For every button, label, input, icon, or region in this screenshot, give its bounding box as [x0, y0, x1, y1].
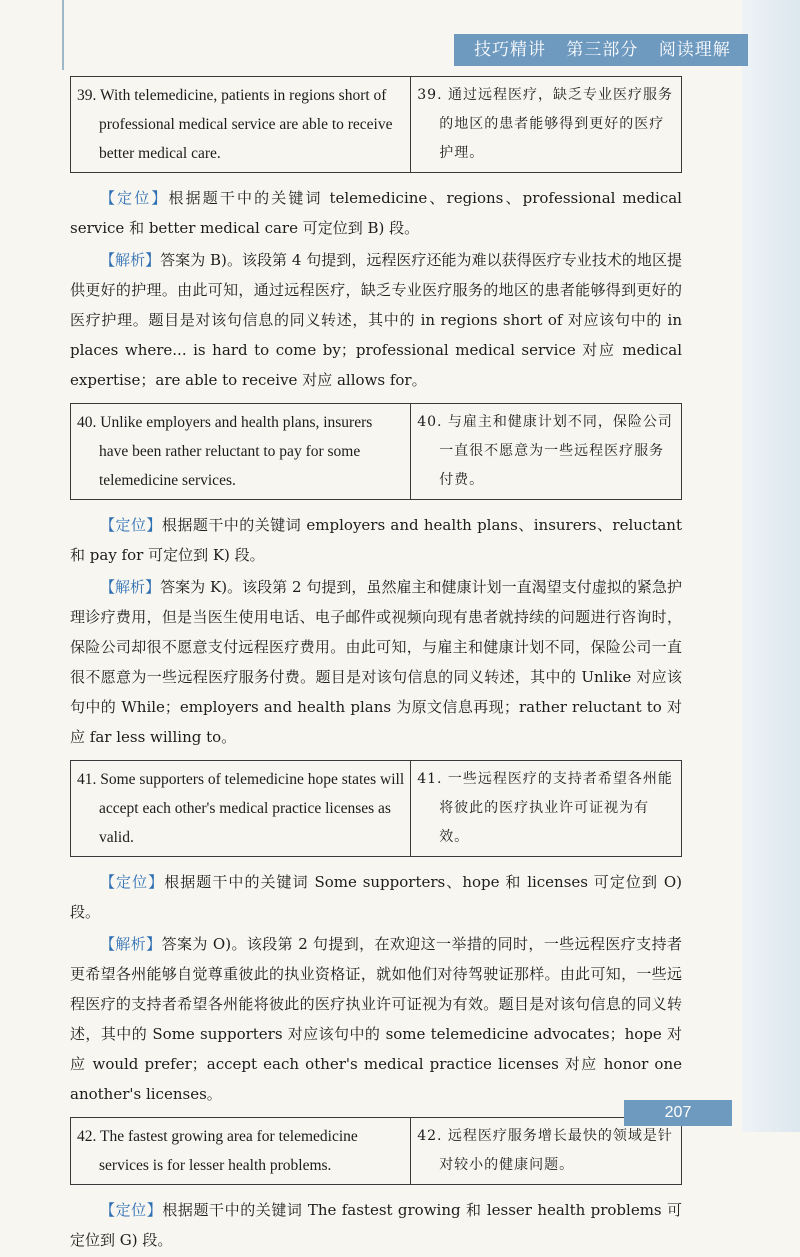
question-table-40 [70, 403, 682, 500]
locate-text-40: 根据题干中的关键词 employers and health plans、insurers、reluctant 和 pay for 可定位到 K) 段。 [70, 516, 682, 564]
analysis-40 [70, 572, 682, 752]
header-part3: 阅读理解 [658, 40, 731, 60]
question-en-40: 40. Unlike employers and health plans, insurers have been rather reluctant to pay for some telemedicine services. [71, 404, 411, 500]
page-number: 207 [624, 1100, 732, 1126]
locate-text-42: 根据题干中的关键词 The fastest growing 和 lesser health problems 可定位到 G) 段。 [70, 1201, 682, 1249]
question-zh-40: 40. 与雇主和健康计划不同，保险公司一直很不愿意为一些远程医疗服务付费。 [411, 404, 682, 500]
locate-39 [70, 183, 682, 243]
running-header [454, 34, 748, 66]
analysis-text-40: 答案为 K)。该段第 2 句提到，虽然雇主和健康计划一直渴望支付虚拟的紧急护理诊疗费用，但是当医生使用电话、电子邮件或视频向现有患者就持续的问题进行咨询时，保险公司却很不愿意支付远程医疗费用。由此可知，与雇主和健康计划不同，保险公司一直很不愿意为一些远程医疗服务付费。题目是对该句信息的同义转述，其中的 Unlike 对应该句中的 While；employers and health plans 为原文信息再现；rather reluctant to 对应 far less willing to。 [70, 578, 682, 746]
question-en-39: 39. With telemedicine, patients in regions short of professional medical service are able to receive better medical care. [71, 77, 411, 173]
locate-text-39: 根据题干中的关键词 telemedicine、regions、professional medical service 和 better medical care 可定位到 B) 段。 [70, 189, 682, 237]
locate-40 [70, 510, 682, 570]
spine-line [62, 0, 64, 70]
locate-text-41: 根据题干中的关键词 Some supporters、hope 和 licenses 可定位到 O) 段。 [70, 873, 682, 921]
locate-41 [70, 867, 682, 927]
locate-42 [70, 1195, 682, 1255]
question-zh-39: 39. 通过远程医疗，缺乏专业医疗服务的地区的患者能够得到更好的医疗护理。 [411, 77, 682, 173]
header-part1: 技巧精讲 [474, 40, 546, 60]
header-part2: 第三部分 [566, 40, 639, 60]
locate-tag: 【定位】 [100, 1201, 163, 1219]
question-table-41 [70, 760, 682, 857]
analysis-39 [70, 245, 682, 395]
question-table-39 [70, 76, 682, 173]
question-en-41: 41. Some supporters of telemedicine hope states will accept each other's medical practice licenses as valid. [71, 761, 411, 857]
question-table-42 [70, 1117, 682, 1185]
locate-tag: 【定位】 [100, 516, 162, 534]
page-edge [742, 0, 800, 1132]
question-zh-42: 42. 远程医疗服务增长最快的领域是针对较小的健康问题。 [411, 1118, 682, 1185]
analysis-41 [70, 929, 682, 1109]
analysis-tag: 【解析】 [100, 578, 161, 596]
question-en-42: 42. The fastest growing area for telemedicine services is for lesser health problems. [71, 1118, 411, 1185]
analysis-tag: 【解析】 [100, 935, 162, 953]
analysis-text-41: 答案为 O)。该段第 2 句提到，在欢迎这一举措的同时，一些远程医疗支持者更希望各州能够自觉尊重彼此的执业资格证，就如他们对待驾驶证那样。由此可知，一些远程医疗的支持者希望各州能将彼此的医疗执业许可证视为有效。题目是对该句信息的同义转述，其中的 Some supporters 对应该句中的 some telemedicine advocates；hope 对应 would prefer；accept each other's medical practice licenses 对应 honor one another's licenses。 [70, 935, 682, 1103]
locate-tag: 【定位】 [100, 189, 169, 207]
locate-tag: 【定位】 [100, 873, 165, 891]
page-content [70, 70, 682, 1257]
analysis-text-39: 答案为 B)。该段第 4 句提到，远程医疗还能为难以获得医疗专业技术的地区提供更好的护理。由此可知，通过远程医疗，缺乏专业医疗服务的地区的患者能够得到更好的医疗护理。题目是对该句信息的同义转述，其中的 in regions short of 对应该句中的 in places where... is hard to come by；professional medical service 对应 medical expertise；are able to receive 对应 allows for。 [70, 251, 682, 389]
analysis-tag: 【解析】 [100, 251, 161, 269]
question-zh-41: 41. 一些远程医疗的支持者希望各州能将彼此的医疗执业许可证视为有效。 [411, 761, 682, 857]
